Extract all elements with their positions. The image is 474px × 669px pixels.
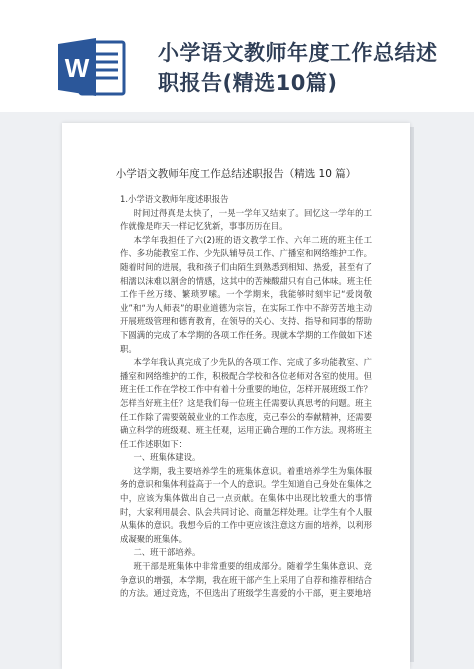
paragraph: 班干部是班集体中非常重要的组成部分。随着学生集体意识、竞争意识的增强，本学期，我在班干部产生上采用了自荐和推荐相结合的方法。通过竞选，不但选出了班级学生喜爱的小干部，更主要地培 <box>120 561 372 599</box>
document-body <box>120 193 372 601</box>
document-title: 小学语文教师年度工作总结述职报告（精选 10 篇） <box>115 168 357 180</box>
section-heading: 二、班干部培养。 <box>133 547 201 558</box>
document-subtitle: 1.小学语文教师年度述职报告 <box>120 194 229 204</box>
page-title-line-1: 小学语文教师年度工作总结述 <box>158 41 438 65</box>
header <box>0 0 474 120</box>
document-page[interactable] <box>62 123 410 669</box>
paragraph: 本学年我担任了六(2)班的语文教学工作、六年二班的班主任工作、多功能教室工作、少先队辅导员工作、广播室和网络维护工作。随着时间的进展，我和孩子们由陌生到熟悉到相知、热爱，甚至有了相濡以沫难以割舍的情感，这其中的苦辣酸甜只有自己体味。班主任工作千丝万缕、繁琐罗嗦。一个学期来，我能够时刻牢记“爱岗敬业”和“为人师表”的职业道德为宗旨，在实际工作中不辞劳苦地主动开展班级管理和德育教育，在领导的关心、支持、指导和同事的帮助下圆满的完成了本学期的各项工作任务。现就本学期的工作做如下述职。 <box>120 234 372 354</box>
paragraph: 本学年我认真完成了少先队的各项工作、完成了多功能教室、广播室和网络维护的工作，积极配合学校和各位老师对各室的使用。但班主任工作在学校工作中有着十分重要的地位，怎样开展班级工作？怎样当好班主任？这是我们每一位班主任需要认真思考的问题。班主任工作除了需要兢兢业业的工作态度，克己奉公的奉献精神，还需要确立科学的班级观、班主任观，运用正确合理的工作方法。现将班主任工作述职如下： <box>120 357 372 449</box>
word-document-icon <box>58 36 128 98</box>
paragraph: 这学期，我主要培养学生的班集体意识。着重培养学生为集体服务的意识和集体利益高于一个人的意识。学生知道自己身处在集体之中，应该为集体做出自己一点贡献。在集体中出现比较重大的事情时，大家利用晨会、队会共同讨论、商量怎样处理。让学生有个人服从集体的意识。我想今后的工作中更应该注意这方面的培养，以利形成凝聚的班集体。 <box>120 465 372 544</box>
page-fade-overlay <box>62 629 410 669</box>
word-icon-letter: W <box>64 53 90 83</box>
section-heading: 一、班集体建设。 <box>133 452 201 463</box>
page-title <box>158 38 458 98</box>
paragraph: 时间过得真是太快了，一晃一学年又结束了。回忆这一学年的工作就像是昨天一样记忆犹新，事事历历在目。 <box>120 207 372 232</box>
page-title-line-2: 职报告(精选10篇) <box>158 71 338 95</box>
